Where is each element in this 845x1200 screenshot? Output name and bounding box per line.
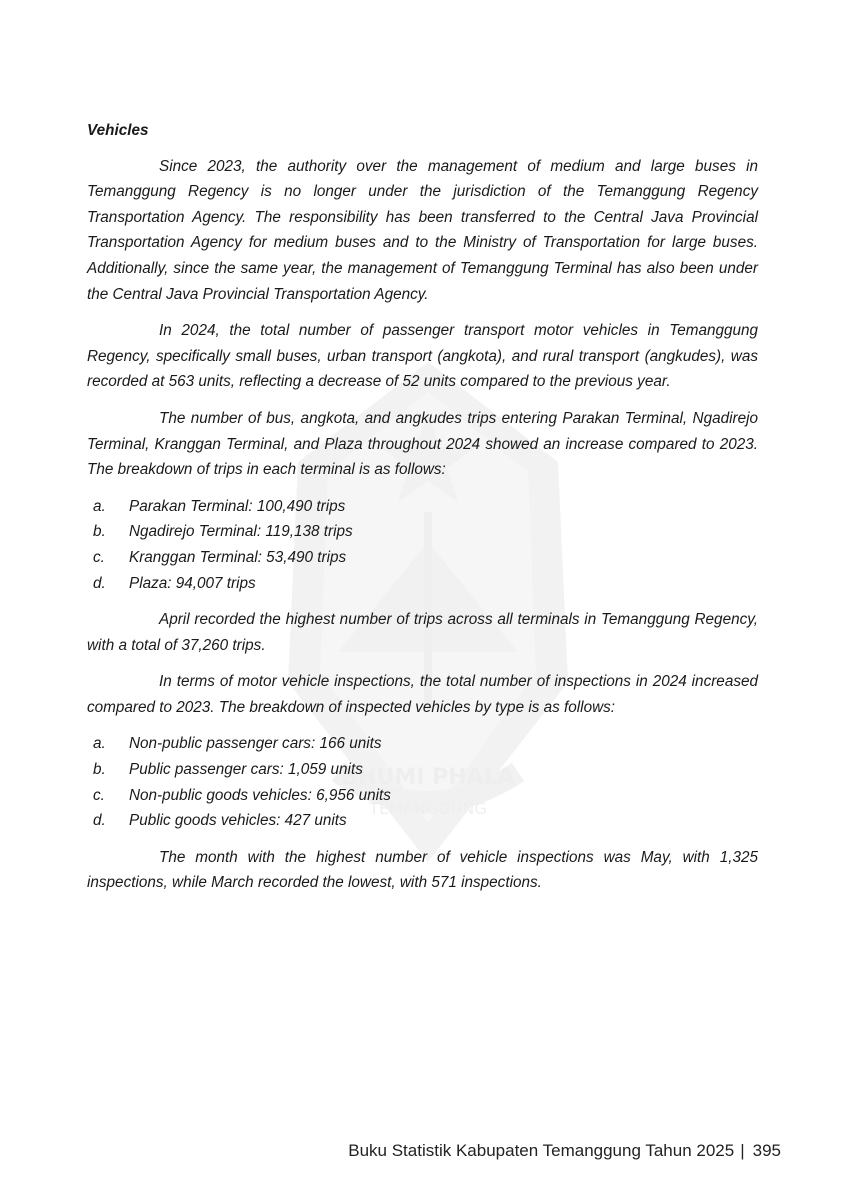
trips-list (87, 494, 758, 596)
paragraph-april-trips: April recorded the highest number of trips across all terminals in Temanggung Regency, with a total of 37,260 trips. (87, 611, 758, 654)
list-marker: b. (93, 523, 106, 541)
paragraph-vehicle-count: In 2024, the total number of passenger transport motor vehicles in Temanggung Regency, specifically small buses, urban transport (angkota), and rural transport (angkudes), was recorded at 563 units, reflecting a decrease of 52 units compared to the previous year. (87, 322, 758, 391)
list-item-text: Non-public passenger cars: 166 units (129, 735, 382, 753)
list-marker: a. (93, 497, 106, 515)
list-item-text: Parakan Terminal: 100,490 trips (129, 497, 346, 515)
list-item (87, 757, 758, 783)
list-marker: c. (93, 786, 105, 804)
list-item-text: Non-public goods vehicles: 6,956 units (129, 786, 391, 804)
page-number: 395 (752, 1141, 781, 1160)
inspections-list (87, 731, 758, 833)
paragraph-trips-intro: The number of bus, angkota, and angkudes trips entering Parakan Terminal, Ngadirejo Terminal, Kranggan Terminal, and Plaza throughout 2024 showed an increase compared to 2023. The breakdown of trips in each terminal is as follows: (87, 409, 758, 479)
list-item-text: Ngadirejo Terminal: 119,138 trips (129, 523, 353, 541)
page-content (87, 118, 758, 907)
list-item-text: Kranggan Terminal: 53,490 trips (129, 548, 347, 566)
list-item (87, 731, 758, 757)
section-heading: Vehicles (87, 122, 149, 139)
paragraph-authority: Since 2023, the authority over the management of medium and large buses in Temanggung Regency is no longer under the jurisdiction of the Temanggung Regency Transportation Agency. The responsibility has been transferred to the Central Java Provincial Transportation Agency for medium buses and to the Ministry of Transportation for large buses. Additionally, since the same year, the management of Temanggung Terminal has also been under the Central Java Provincial Transportation Agency. (87, 157, 758, 303)
list-item (87, 545, 758, 571)
paragraph-inspections-intro: In terms of motor vehicle inspections, the total number of inspections in 2024 increased compared to 2023. The breakdown of inspected vehicles by type is as follows: (87, 673, 758, 716)
watermark-motto: BHUMI PHALA (341, 765, 515, 790)
paragraph-inspection-months: The month with the highest number of vehicle inspections was May, with 1,325 inspections, while March recorded the lowest, with 571 inspections. (87, 848, 758, 892)
list-marker: b. (93, 761, 106, 779)
list-marker: d. (93, 812, 106, 830)
list-item (87, 519, 758, 545)
list-marker: c. (93, 548, 105, 566)
list-item (87, 571, 758, 597)
footer-title: Buku Statistik Kabupaten Temanggung Tahun 2025 (348, 1141, 735, 1160)
list-item-text: Plaza: 94,007 trips (129, 574, 256, 592)
list-item (87, 808, 758, 834)
list-item-text: Public passenger cars: 1,059 units (129, 761, 363, 779)
list-marker: a. (93, 735, 106, 753)
page-footer (348, 1141, 781, 1161)
list-item (87, 783, 758, 809)
watermark-name: TEMANGGUNG (369, 799, 487, 818)
list-marker: d. (93, 574, 106, 592)
footer-separator: | (740, 1141, 745, 1160)
list-item (87, 494, 758, 520)
list-item-text: Public goods vehicles: 427 units (129, 812, 347, 830)
